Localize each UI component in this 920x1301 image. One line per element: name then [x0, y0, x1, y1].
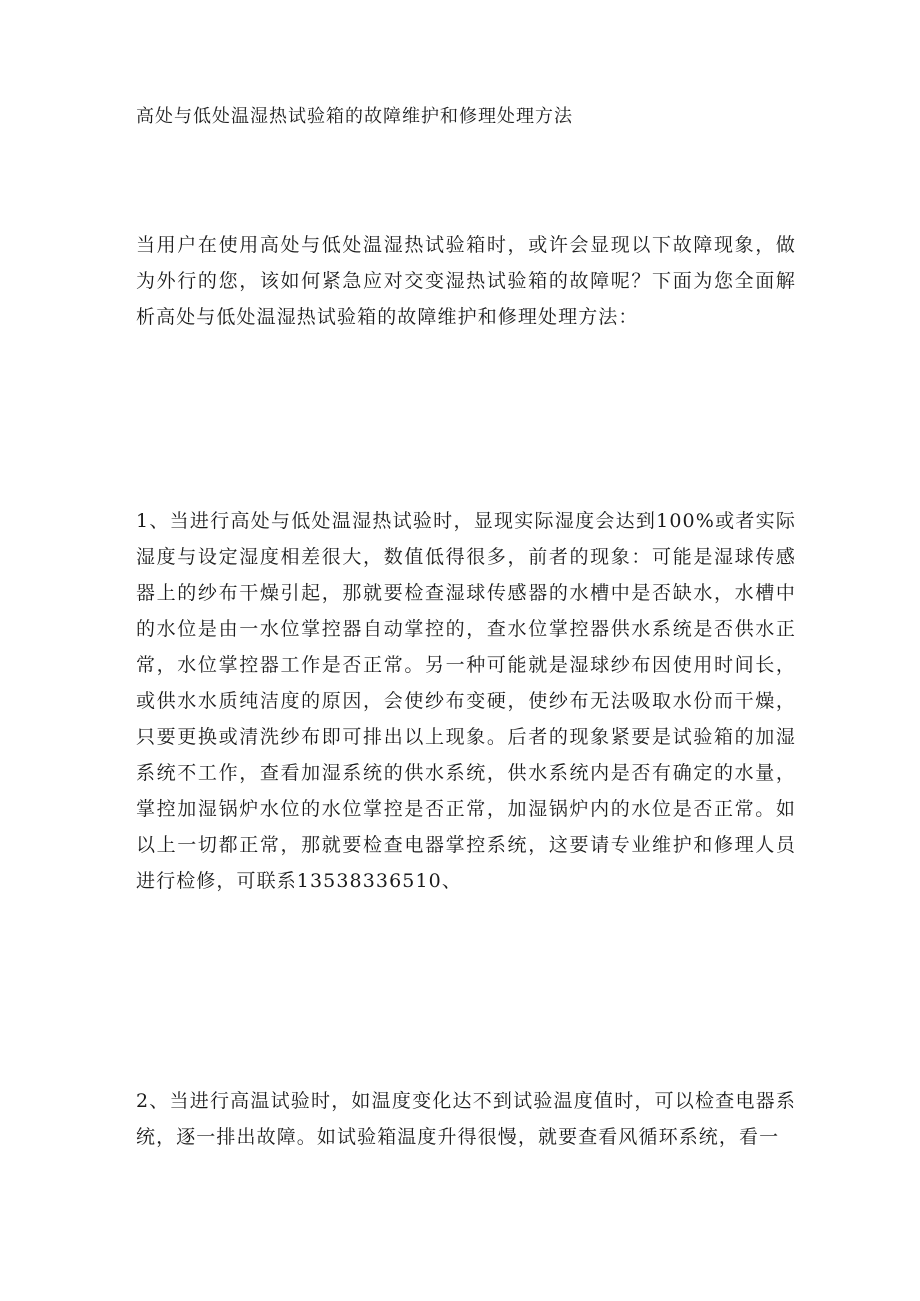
document-title: 高处与低处温湿热试验箱的故障维护和修理处理方法 [136, 106, 573, 127]
intro-paragraph: 当用户在使用高处与低处温湿热试验箱时，或许会显现以下故障现象，做为外行的您，该如何紧急应对交变湿热试验箱的故障呢？下面为您全面解析高处与低处温湿热试验箱的故障维护和修理处理方法： [136, 234, 796, 328]
paragraph-1: 1、当进行高处与低处温湿热试验时，显现实际湿度会达到100%或者实际湿度与设定湿度相差很大，数值低得很多，前者的现象：可能是湿球传感器上的纱布干燥引起，那就要检查湿球传感器的水槽中是否缺水，水槽中的水位是由一水位掌控器自动掌控的，查水位掌控器供水系统是否供水正常，水位掌控器工作是否正常。另一种可能就是湿球纱布因使用时间长，或供水水质纯洁度的原因，会使纱布变硬，使纱布无法吸取水份而干燥，只要更换或清洗纱布即可排出以上现象。后者的现象紧要是试验箱的加湿系统不工作，查看加湿系统的供水系统，供水系统内是否有确定的水量，掌控加湿锅炉水位的水位掌控是否正常，加湿锅炉内的水位是否正常。如以上一切都正常，那就要检查电器掌控系统，这要请专业维护和修理人员进行检修，可联系13538336510、 [136, 510, 796, 892]
paragraph-2: 2、当进行高温试验时，如温度变化达不到试验温度值时，可以检查电器系统，逐一排出故障。如试验箱温度升得很慢，就要查看风循环系统，看一 [136, 1090, 796, 1148]
